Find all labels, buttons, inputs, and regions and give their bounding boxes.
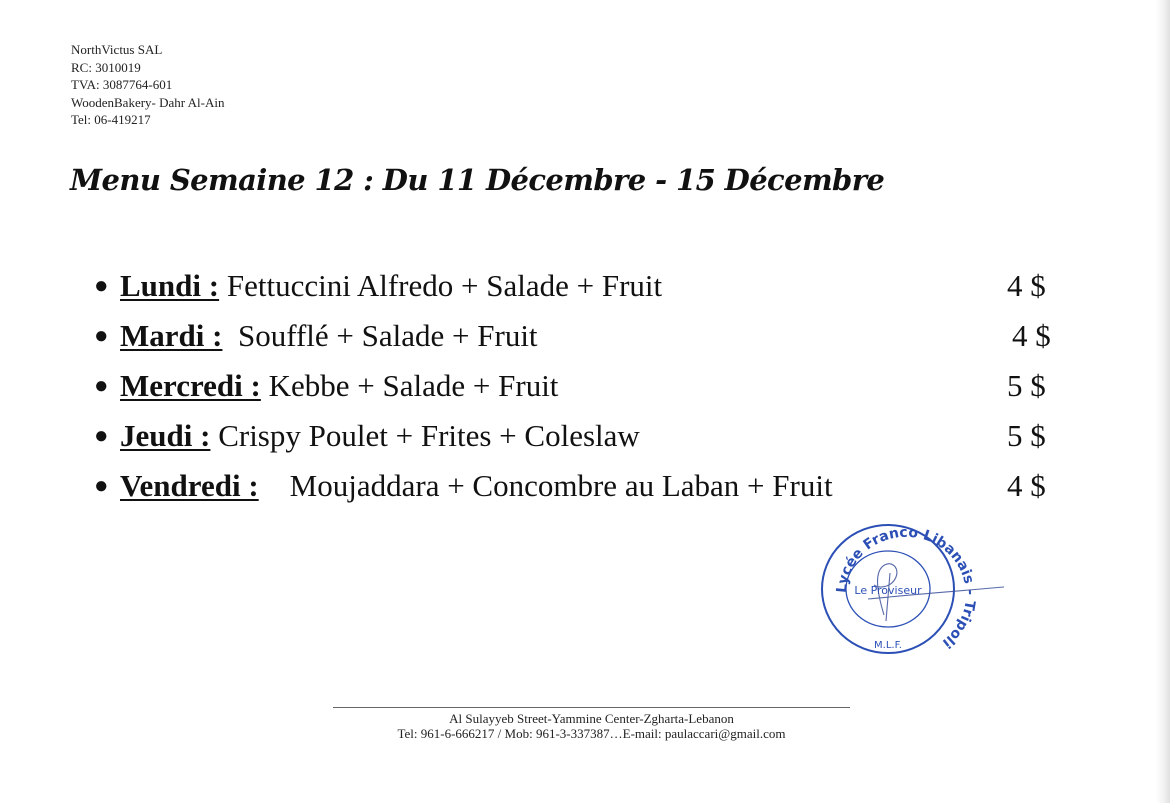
company-name: NorthVictus SAL [71,42,163,57]
bullet-icon: ● [94,473,109,499]
menu-price: 4 $ [1007,468,1046,503]
footer-contact: Tel: 961-6-666217 / Mob: 961-3-337387…E-mail: paulaccari@gmail.com [397,726,786,741]
menu-price: 5 $ [1007,418,1046,453]
menu-price: 4 $ [1007,268,1046,303]
menu-day: Mardi : [120,318,223,353]
menu-row-jeudi [94,416,640,456]
stamp-center-text: Le Proviseur [854,584,922,597]
menu-row-mercredi [94,366,558,406]
menu-row-mardi [94,316,538,356]
menu-day: Vendredi : [120,468,259,503]
menu-day: Jeudi : [120,418,211,453]
school-stamp [808,515,1008,665]
stamp-bottom-text: M.L.F. [874,640,902,651]
menu-price: 5 $ [1007,368,1046,403]
footer-divider [333,707,850,708]
bullet-icon: ● [94,423,109,449]
menu-dish: Kebbe + Salade + Fruit [268,368,559,403]
menu-day: Lundi : [120,268,220,303]
page-edge-shadow [1156,0,1170,803]
company-rc: RC: 3010019 [71,59,141,75]
menu-row-vendredi [94,466,833,506]
company-tva: TVA: 3087764-601 [71,77,173,92]
menu-dish: Crispy Poulet + Frites + Coleslaw [218,418,640,453]
bullet-icon: ● [94,373,109,399]
footer [333,711,850,741]
company-tel: Tel: 06-419217 [71,112,151,127]
menu-day: Mercredi : [120,368,261,403]
company-header [71,41,224,129]
signature-mark [868,564,1004,621]
menu-dish: Fettuccini Alfredo + Salade + Fruit [226,268,663,303]
bullet-icon: ● [94,323,109,349]
footer-address: Al Sulayyeb Street-Yammine Center-Zgharta-Lebanon [449,711,734,726]
company-branch: WoodenBakery- Dahr Al-Ain [71,94,225,110]
menu-title: Menu Semaine 12 : Du 11 Décembre - 15 Décembre [70,163,885,197]
menu-dish: Moujaddara + Concombre au Laban + Fruit [289,468,833,503]
menu-dish: Soufflé + Salade + Fruit [237,318,538,353]
menu-row-lundi [94,266,662,306]
bullet-icon: ● [94,273,109,299]
menu-price: 4 $ [1012,318,1051,353]
stamp-outer-textpath: Lycée Franco Libanais - Tripoli [833,524,979,651]
